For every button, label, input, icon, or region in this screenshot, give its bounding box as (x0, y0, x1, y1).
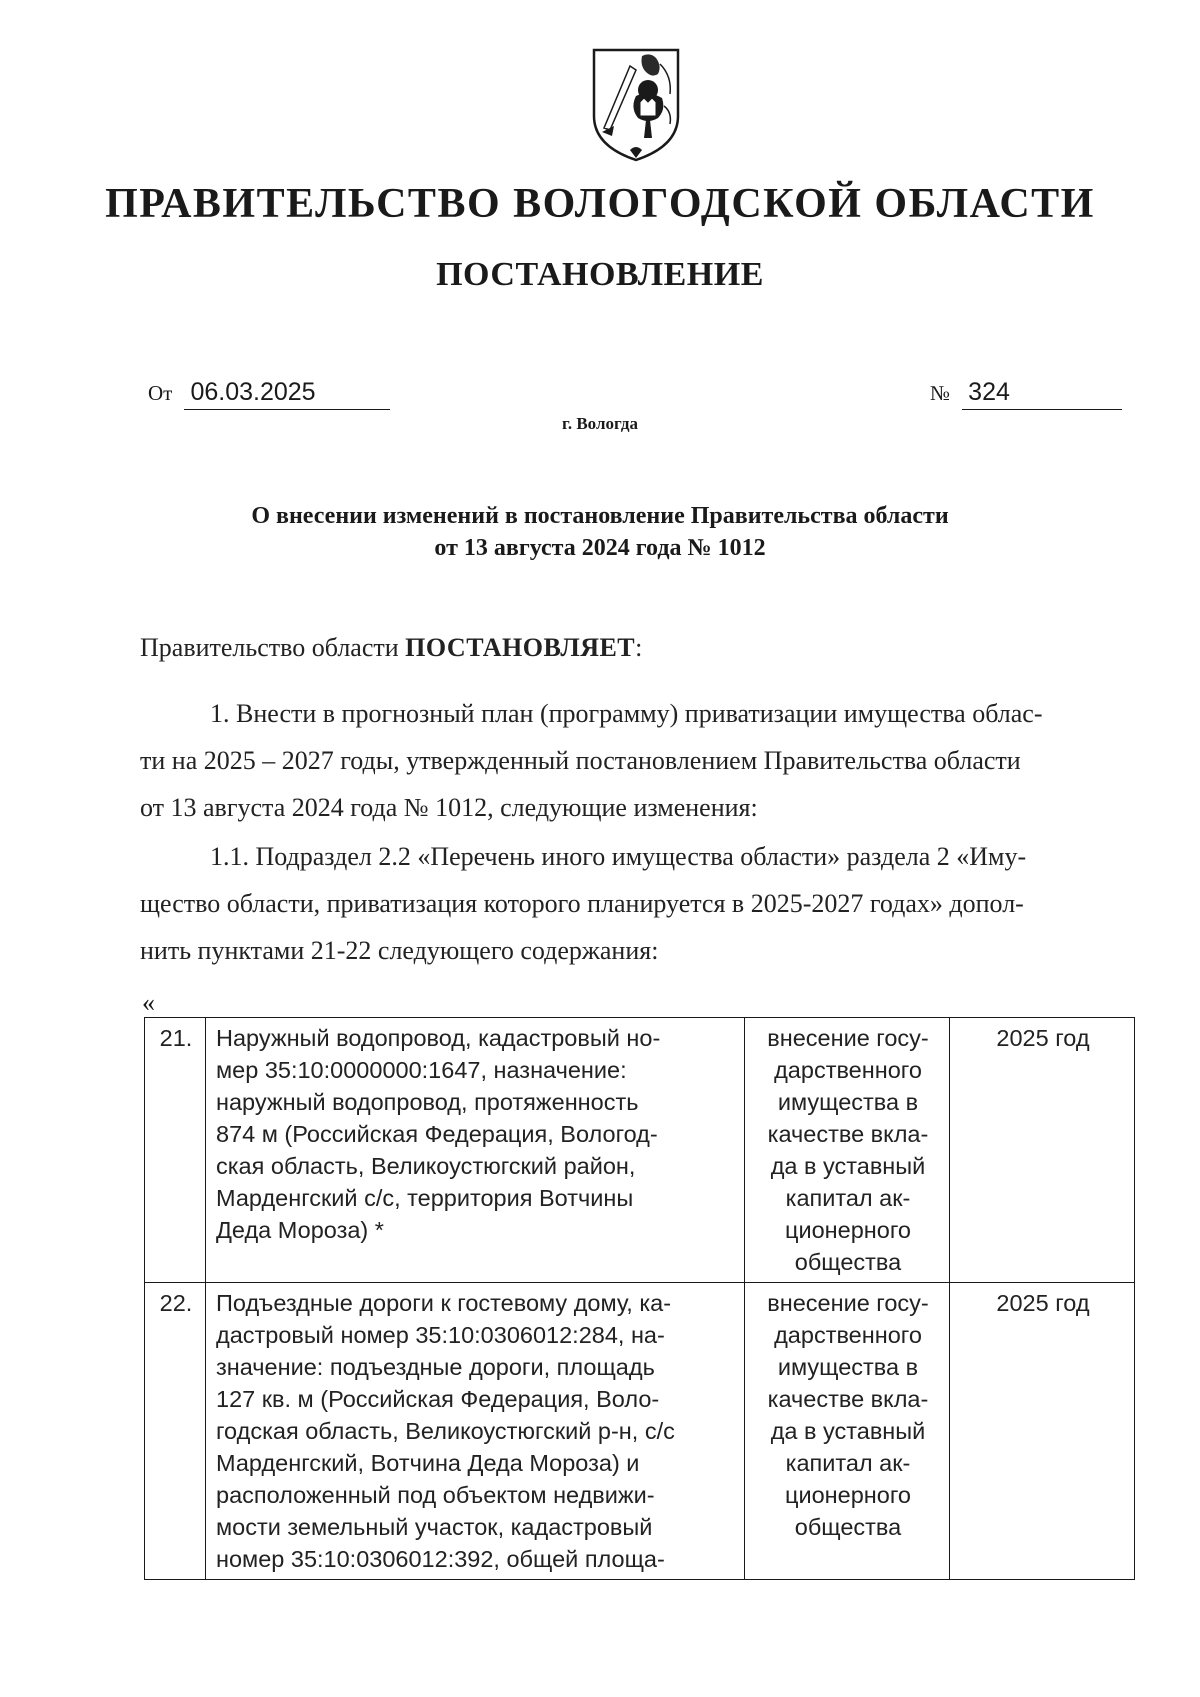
method-line: дарственного (774, 1322, 922, 1348)
vologda-coat-of-arms-icon (590, 46, 682, 164)
description-line: расположенный под объектом недвижи- (216, 1482, 655, 1508)
method-line: общества (794, 1249, 902, 1275)
paragraph-line: ти на 2025 – 2027 годы, утвержденный постановлением Правительства области (140, 746, 1021, 775)
paragraph-1-1 (140, 833, 1130, 974)
method-line: ционерного (785, 1217, 911, 1243)
property-description (206, 1018, 745, 1283)
description-line: 874 м (Российская Федерация, Вологод- (216, 1121, 658, 1147)
paragraph-line: 1. Внести в прогнозный план (программу) приватизации имущества облас- (210, 699, 1043, 728)
description-line: значение: подъездные дороги, площадь (216, 1354, 655, 1380)
method-line: общества (794, 1514, 902, 1540)
method-line: да в уставный (770, 1153, 926, 1179)
method-line: внесение госу- (767, 1025, 929, 1051)
method-line: качестве вкла- (767, 1121, 929, 1147)
date-row (148, 378, 390, 410)
subject-line: от 13 августа 2024 года № 1012 (434, 535, 766, 561)
paragraph-1 (140, 690, 1130, 831)
subject-line: О внесении изменений в постановление Правительства области (251, 503, 949, 529)
open-quote: « (142, 988, 155, 1017)
row-number: 22. (145, 1283, 206, 1580)
document-date: 06.03.2025 (184, 378, 390, 410)
table-row (145, 1018, 1135, 1283)
description-line: дастровый номер 35:10:0306012:284, на- (216, 1322, 665, 1348)
description-line: мер 35:10:0000000:1647, назначение: (216, 1057, 627, 1083)
document-subject (0, 500, 1200, 564)
decree-prefix: Правительство области (140, 633, 399, 662)
method-line: капитал ак- (785, 1450, 911, 1476)
method-line: ционерного (785, 1482, 911, 1508)
description-line: ская область, Великоустюгский район, (216, 1153, 636, 1179)
paragraph-line: 1.1. Подраздел 2.2 «Перечень иного имущества области» раздела 2 «Иму- (210, 842, 1027, 871)
property-description (206, 1283, 745, 1580)
privatization-method (745, 1283, 950, 1580)
property-table-body (145, 1018, 1135, 1580)
table-row (145, 1283, 1135, 1580)
method-line: капитал ак- (785, 1185, 911, 1211)
document-number: 324 (962, 378, 1122, 410)
privatization-year: 2025 год (950, 1018, 1135, 1283)
description-line: 127 кв. м (Российская Федерация, Воло- (216, 1386, 660, 1412)
method-line: дарственного (774, 1057, 922, 1083)
description-line: наружный водопровод, протяженность (216, 1089, 639, 1115)
description-line: Подъездные дороги к гостевому дому, ка- (216, 1290, 672, 1316)
privatization-method (745, 1018, 950, 1283)
description-line: номер 35:10:0306012:392, общей площа- (216, 1546, 665, 1572)
description-line: Марденгский с/с, территория Вотчины (216, 1185, 634, 1211)
city: г. Вологда (562, 414, 638, 433)
method-line: имущества в (777, 1354, 919, 1380)
method-line: внесение госу- (767, 1290, 929, 1316)
document-type: ПОСТАНОВЛЕНИЕ (436, 256, 764, 293)
description-line: Марденгский, Вотчина Деда Мороза) и (216, 1450, 640, 1476)
number-row (930, 378, 1122, 410)
description-line: Деда Мороза) * (216, 1217, 384, 1243)
paragraph-line: нить пунктами 21-22 следующего содержания: (140, 936, 659, 965)
number-label: № (930, 381, 951, 405)
method-line: качестве вкла- (767, 1386, 929, 1412)
government-title: ПРАВИТЕЛЬСТВО ВОЛОГОДСКОЙ ОБЛАСТИ (105, 181, 1095, 227)
privatization-year: 2025 год (950, 1283, 1135, 1580)
decree-colon: : (635, 633, 643, 662)
date-label: От (148, 381, 173, 405)
description-line: годская область, Великоустюгский р-н, с/с (216, 1418, 675, 1444)
description-line: мости земельный участок, кадастровый (216, 1514, 653, 1540)
decree-statement (140, 624, 1130, 671)
paragraph-line: от 13 августа 2024 года № 1012, следующие изменения: (140, 793, 758, 822)
description-line: Наружный водопровод, кадастровый но- (216, 1025, 661, 1051)
paragraph-line: щество области, приватизация которого планируется в 2025-2027 годах» допол- (140, 889, 1024, 918)
row-number: 21. (145, 1018, 206, 1283)
method-line: имущества в (777, 1089, 919, 1115)
method-line: да в уставный (770, 1418, 926, 1444)
decree-word: ПОСТАНОВЛЯЕТ (405, 633, 636, 662)
property-table (144, 1017, 1135, 1580)
